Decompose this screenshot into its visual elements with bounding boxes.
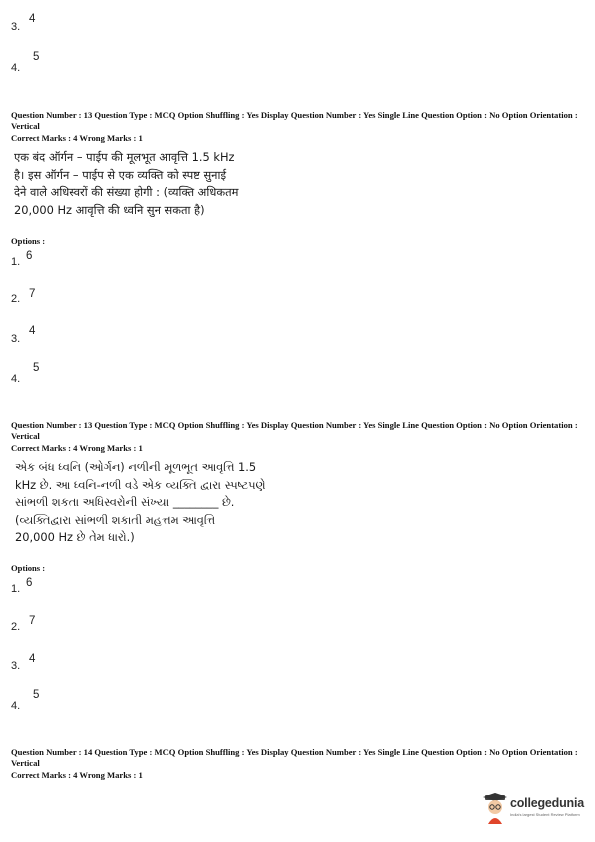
question-header: Question Number : 14 Question Type : MCQ Option Shuffling : Yes Display Question Number : Yes Single Line Question Option : No Option Orientation : Vertical — [11, 747, 578, 768]
question-marks: Correct Marks : 4 Wrong Marks : 1 — [11, 770, 143, 780]
logo-tagline: India's largest Student Review Platform — [510, 812, 580, 817]
question-text-line: સાંભળી શકતા અધિસ્વરોની સંખ્યા ________ છે. — [15, 495, 235, 509]
student-mascot-icon — [482, 793, 508, 825]
question-text — [14, 149, 264, 219]
question-text-line: kHz છે. આ ધ્વનિ-નળી વડે એક વ્યક્તિ દ્વારા સ્પષ્ટપણે — [15, 477, 266, 492]
collegedunia-logo — [480, 793, 590, 827]
options-label: Options : — [11, 563, 46, 573]
option-value: 5 — [33, 51, 40, 63]
options-label: Options : — [11, 236, 46, 246]
question-text-line: એક બંધ ધ્વનિ (ઓર્ગન) નળીની મૂળભૂત આવૃત્તિ 1.5 — [15, 460, 257, 474]
question-header: Question Number : 13 Question Type : MCQ Option Shuffling : Yes Display Question Number : Yes Single Line Question Option : No Option Orientation : Vertical — [11, 420, 578, 441]
option-number: 4. — [11, 700, 21, 712]
question-text-line: 20,000 Hz आवृत्ति की ध्वनि सुन सकता है) — [14, 202, 205, 217]
option-number: 3. — [11, 333, 21, 345]
question-text-line: देने वाले अधिस्वरों की संख्या होगी : (व्यक्ति अधिकतम — [14, 185, 239, 199]
option-value: 4 — [29, 13, 36, 25]
option-number: 3. — [11, 21, 21, 33]
question-text-line: 20,000 Hz છે તેમ ધારો.) — [15, 530, 135, 544]
question-marks: Correct Marks : 4 Wrong Marks : 1 — [11, 133, 143, 143]
question-text-line: है। इस ऑर्गन – पाईप से एक व्यक्ति को स्पष्ट सुनाई — [14, 167, 227, 182]
question-text — [15, 459, 265, 547]
option-value[interactable]: 5 — [33, 362, 40, 374]
option-number: 1. — [11, 256, 21, 268]
option-value[interactable]: 7 — [29, 615, 36, 627]
question-text-line: (વ્યક્તિદ્વારા સાંભળી શકાતી મહત્તમ આવૃત્તિ — [15, 512, 216, 527]
option-number: 2. — [11, 621, 21, 633]
question-header: Question Number : 13 Question Type : MCQ Option Shuffling : Yes Display Question Number : Yes Single Line Question Option : No Option Orientation : Vertical — [11, 110, 578, 131]
option-number: 2. — [11, 293, 21, 305]
question-text-line: एक बंद ऑर्गन – पाईप की मूलभूत आवृत्ति 1.5 kHz — [14, 150, 235, 164]
option-number: 4. — [11, 62, 21, 74]
option-number: 4. — [11, 373, 21, 385]
option-value[interactable]: 4 — [29, 325, 36, 337]
option-value[interactable]: 6 — [26, 250, 33, 262]
option-value[interactable]: 7 — [29, 288, 36, 300]
logo-text: collegedunia — [510, 796, 585, 810]
option-number: 1. — [11, 583, 21, 595]
option-value[interactable]: 4 — [29, 653, 36, 665]
question-marks: Correct Marks : 4 Wrong Marks : 1 — [11, 443, 143, 453]
option-value[interactable]: 6 — [26, 577, 33, 589]
option-number: 3. — [11, 660, 21, 672]
option-value[interactable]: 5 — [33, 689, 40, 701]
